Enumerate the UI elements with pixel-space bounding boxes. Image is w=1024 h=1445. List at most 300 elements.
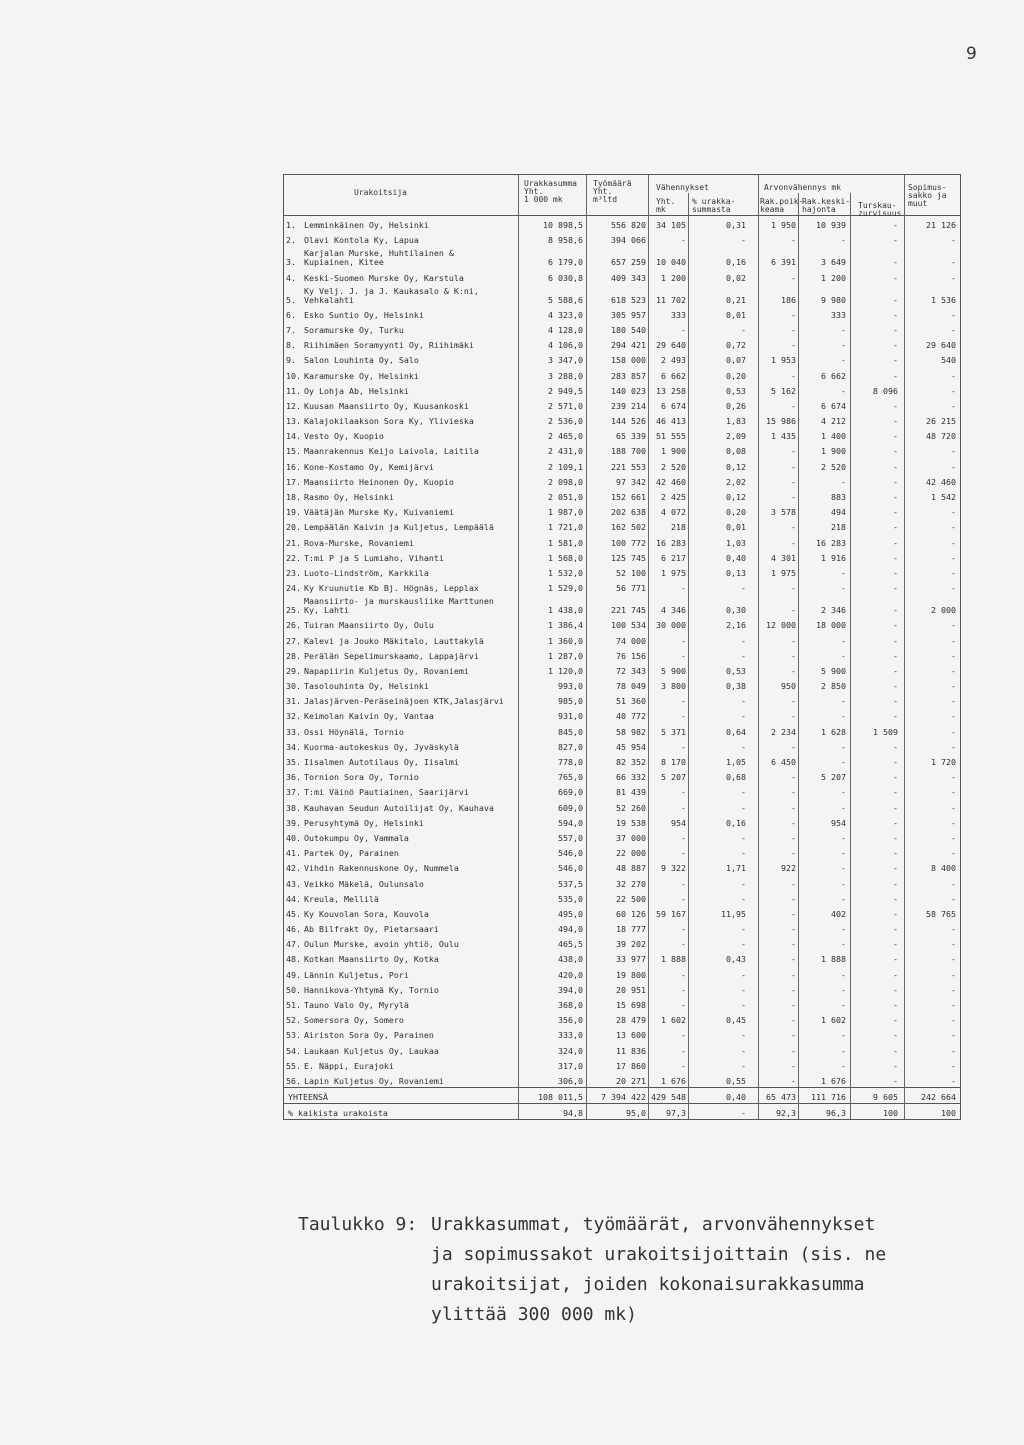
row-number: 8. xyxy=(286,340,296,351)
contractor-name: Esko Suntio Oy, Helsinki xyxy=(304,309,424,320)
cell-work: 152 661 xyxy=(611,492,646,502)
contractor-name: Kone-Kostamo Oy, Kemijärvi xyxy=(304,461,434,472)
header-reductions-total: Yht. mk xyxy=(656,197,676,214)
cell-sum: 765,0 xyxy=(558,772,583,783)
cell-dry: - xyxy=(893,817,898,828)
cell-work: 76 156 xyxy=(616,650,646,661)
cell-stddev: - xyxy=(841,787,846,798)
contractor-name: Maanrakennus Keijo Laivola, Laitila xyxy=(304,446,479,457)
cell-penalty: - xyxy=(951,385,956,396)
cell-penalty: - xyxy=(951,552,956,563)
table-row xyxy=(284,647,960,662)
cell-penalty: 48 720 xyxy=(926,431,956,442)
header-work: Työmäärä Yht. m³ltd xyxy=(593,179,632,204)
cell-work: 100 534 xyxy=(611,620,646,631)
header-reductions-pct: % urakka- summasta xyxy=(692,197,736,214)
row-number: 29. xyxy=(286,665,301,676)
cell-sum: 3 288,0 xyxy=(548,370,583,381)
cell-penalty: - xyxy=(951,1015,956,1026)
cell-dry: - xyxy=(893,939,898,950)
cell-deviation: 2 234 xyxy=(771,726,796,737)
cell-pct: - xyxy=(741,583,746,594)
table-row xyxy=(284,1057,960,1072)
cell-stddev: - xyxy=(841,385,846,396)
contractor-name: E. Näppi, Eurajoki xyxy=(304,1060,394,1071)
cell-pct: 0,55 xyxy=(726,1075,746,1086)
cell-pct: - xyxy=(741,1045,746,1056)
table-row xyxy=(284,564,960,579)
table-row xyxy=(284,336,960,351)
cell-sum: 546,0 xyxy=(558,863,583,874)
cell-stddev: 6 674 xyxy=(821,400,846,411)
cell-deviation: - xyxy=(791,522,796,533)
cell-reductions: 6 217 xyxy=(661,552,686,563)
cell-deviation: - xyxy=(791,235,796,246)
cell-stddev: 2 346 xyxy=(821,605,846,616)
cell-stddev: 1 200 xyxy=(821,272,846,283)
contractor-name: Vihdin Rakennuskone Oy, Nummela xyxy=(304,863,459,874)
cell-work: 33 977 xyxy=(616,954,646,965)
cell-pct: 1,05 xyxy=(726,757,746,767)
cell-pct: 0,01 xyxy=(726,309,746,320)
cell-dry: - xyxy=(893,969,898,980)
cell-reductions: 16 283 xyxy=(656,537,686,548)
cell-stddev: - xyxy=(841,650,846,661)
cell-sum: 2 465,0 xyxy=(548,431,583,442)
cell-sum: 1 987,0 xyxy=(548,507,583,518)
row-number: 15. xyxy=(286,446,301,457)
contractor-name: Laukaan Kuljetus Oy, Laukaa xyxy=(304,1045,439,1056)
cell-pct: - xyxy=(741,802,746,813)
cell-work: 78 049 xyxy=(616,681,646,692)
cell-deviation: - xyxy=(791,272,796,283)
cell-dry: - xyxy=(893,1030,898,1041)
cell-work: 20 271 xyxy=(616,1075,646,1086)
cell-work: 28 479 xyxy=(616,1015,646,1026)
cell-penalty: - xyxy=(951,537,956,548)
cell-dry: - xyxy=(893,878,898,889)
cell-stddev: 1 900 xyxy=(821,446,846,457)
cell-reductions: 46 413 xyxy=(656,416,686,427)
table-row xyxy=(284,594,960,616)
contractor-name: Airiston Sora Oy, Parainen xyxy=(304,1030,434,1041)
cell-stddev: 96,3 xyxy=(826,1108,846,1119)
cell-sum: 669,0 xyxy=(558,787,583,798)
cell-sum: 2 571,0 xyxy=(548,400,583,411)
row-number: 21. xyxy=(286,537,301,548)
contractor-name: Kreula, Mellilä xyxy=(304,893,379,904)
cell-stddev: 111 716 xyxy=(811,1092,846,1103)
contractor-name: Kalajokilaakson Sora Ky, Ylivieska xyxy=(304,416,474,427)
cell-deviation: 4 301 xyxy=(771,552,796,563)
cell-pct: 0,72 xyxy=(726,340,746,351)
cell-reductions: - xyxy=(681,969,686,980)
cell-stddev: 333 xyxy=(831,309,846,320)
row-number: 39. xyxy=(286,817,301,828)
cell-reductions: 30 000 xyxy=(656,620,686,631)
cell-pct: - xyxy=(741,1060,746,1071)
cell-stddev: - xyxy=(841,340,846,351)
row-number: 54. xyxy=(286,1045,301,1056)
caption-text: Urakkasummat, työmäärät, arvonvähennykset ja sopimussakot urakoitsijoittain (sis. ne urakoitsijat, joiden kokonaisurakkasumma ylittää 300 000 mk) xyxy=(431,1214,887,1325)
row-number: 49. xyxy=(286,969,301,980)
table-row xyxy=(284,284,960,306)
cell-reductions: - xyxy=(681,711,686,722)
cell-work: 39 202 xyxy=(616,939,646,950)
row-number: 10. xyxy=(286,370,301,381)
row-number: 31. xyxy=(286,696,301,707)
cell-stddev: 1 888 xyxy=(821,954,846,965)
contractor-name: YHTEENSÄ xyxy=(288,1092,328,1103)
row-number: 30. xyxy=(286,681,301,692)
contractor-name: Oulun Murske, avoin yhtiö, Oulu xyxy=(304,939,459,950)
cell-work: 58 982 xyxy=(616,726,646,737)
contractor-name: Lemminkäinen Oy, Helsinki xyxy=(304,220,429,231)
row-number: 32. xyxy=(286,711,301,722)
cell-work: 48 887 xyxy=(616,863,646,874)
contractor-name: Väätäjän Murske Ky, Kuivaniemi xyxy=(304,507,454,518)
cell-sum: 1 568,0 xyxy=(548,552,583,563)
cell-stddev: 5 900 xyxy=(821,665,846,676)
row-number: 6. xyxy=(286,309,296,320)
cell-dry: - xyxy=(893,492,898,502)
cell-reductions: 218 xyxy=(671,522,686,533)
cell-penalty: 1 536 xyxy=(931,294,956,305)
cell-deviation: - xyxy=(791,924,796,935)
cell-deviation: - xyxy=(791,817,796,828)
row-number: 18. xyxy=(286,492,301,502)
cell-deviation: - xyxy=(791,772,796,783)
cell-reductions: - xyxy=(681,650,686,661)
table-row xyxy=(284,844,960,859)
contractor-name: Ab Bilfrakt Oy, Pietarsaari xyxy=(304,924,439,935)
header-reductions: Vähennykset xyxy=(656,183,709,192)
table-row xyxy=(284,473,960,488)
table-row xyxy=(284,768,960,783)
row-number: 40. xyxy=(286,832,301,843)
table-row xyxy=(284,216,960,231)
cell-sum: 1 360,0 xyxy=(548,635,583,646)
cell-pct: 2,02 xyxy=(726,476,746,487)
cell-deviation: - xyxy=(791,309,796,320)
row-number: 47. xyxy=(286,939,301,950)
cell-stddev: - xyxy=(841,741,846,752)
contractor-name: % kaikista urakoista xyxy=(288,1108,388,1119)
cell-deviation: 5 162 xyxy=(771,385,796,396)
cell-penalty: - xyxy=(951,635,956,646)
cell-penalty: - xyxy=(951,817,956,828)
cell-dry: - xyxy=(893,370,898,381)
cell-penalty: - xyxy=(951,522,956,533)
cell-pct: - xyxy=(741,711,746,722)
cell-reductions: - xyxy=(681,1030,686,1041)
row-number: 14. xyxy=(286,431,301,442)
cell-sum: 557,0 xyxy=(558,832,583,843)
cell-pct: - xyxy=(741,1030,746,1041)
cell-reductions: 1 888 xyxy=(661,954,686,965)
header-value-reduction: Arvonvähennys mk xyxy=(764,183,842,192)
cell-pct: 0,30 xyxy=(726,605,746,616)
cell-sum: 2 098,0 xyxy=(548,476,583,487)
contractor-name: Jalasjärven-Peräseinäjoen KTK,Jalasjärvi xyxy=(304,696,504,707)
cell-stddev: 883 xyxy=(831,492,846,502)
cell-penalty: - xyxy=(951,257,956,268)
cell-work: 283 857 xyxy=(611,370,646,381)
cell-dry: - xyxy=(893,924,898,935)
cell-stddev: 402 xyxy=(831,908,846,919)
table-row xyxy=(284,753,960,768)
cell-deviation: 3 578 xyxy=(771,507,796,518)
cell-work: 394 066 xyxy=(611,235,646,246)
cell-work: 18 777 xyxy=(616,924,646,935)
cell-penalty: - xyxy=(951,878,956,889)
table-row xyxy=(284,890,960,905)
cell-sum: 1 287,0 xyxy=(548,650,583,661)
cell-dry: - xyxy=(893,1060,898,1071)
cell-sum: 438,0 xyxy=(558,954,583,965)
cell-deviation: - xyxy=(791,583,796,594)
cell-stddev: - xyxy=(841,1045,846,1056)
cell-reductions: 9 322 xyxy=(661,863,686,874)
cell-pct: - xyxy=(741,635,746,646)
cell-deviation: - xyxy=(791,969,796,980)
cell-deviation: - xyxy=(791,832,796,843)
cell-sum: 10 898,5 xyxy=(543,220,583,231)
cell-dry: 9 605 xyxy=(873,1092,898,1103)
cell-pct: 0,64 xyxy=(726,726,746,737)
cell-deviation: 1 953 xyxy=(771,355,796,366)
cell-deviation: 1 975 xyxy=(771,567,796,578)
cell-dry: - xyxy=(893,1075,898,1086)
cell-sum: 324,0 xyxy=(558,1045,583,1056)
table-header xyxy=(284,175,960,216)
cell-pct: 11,95 xyxy=(721,908,746,919)
cell-penalty: - xyxy=(951,969,956,980)
cell-reductions: 11 702 xyxy=(656,294,686,305)
row-number: 1. xyxy=(286,220,296,231)
cell-dry: - xyxy=(893,848,898,859)
cell-pct: 0,13 xyxy=(726,567,746,578)
cell-sum: 594,0 xyxy=(558,817,583,828)
cell-pct: 0,12 xyxy=(726,461,746,472)
cell-dry: - xyxy=(893,984,898,995)
cell-stddev: 494 xyxy=(831,507,846,518)
contractor-name: Partek Oy, Parainen xyxy=(304,848,399,859)
cell-dry: - xyxy=(893,324,898,335)
contractor-name: Lapin Kuljetus Oy, Rovaniemi xyxy=(304,1075,444,1086)
table-row xyxy=(284,677,960,692)
cell-sum: 333,0 xyxy=(558,1030,583,1041)
cell-deviation: - xyxy=(791,324,796,335)
cell-dry: - xyxy=(893,583,898,594)
row-number: 12. xyxy=(286,400,301,411)
cell-reductions: 29 640 xyxy=(656,340,686,351)
cell-sum: 2 536,0 xyxy=(548,416,583,427)
row-number: 9. xyxy=(286,355,296,366)
cell-penalty: - xyxy=(951,848,956,859)
table-row xyxy=(284,503,960,518)
table-row xyxy=(284,935,960,950)
cell-deviation: 15 986 xyxy=(766,416,796,427)
cell-work: 239 214 xyxy=(611,400,646,411)
cell-penalty: - xyxy=(951,272,956,283)
contractor-name: T:mi Väinö Pautiainen, Saarijärvi xyxy=(304,787,469,798)
cell-reductions: - xyxy=(681,832,686,843)
cell-stddev: 1 602 xyxy=(821,1015,846,1026)
cell-reductions: 333 xyxy=(671,309,686,320)
cell-reductions: 2 520 xyxy=(661,461,686,472)
cell-sum: 827,0 xyxy=(558,741,583,752)
cell-deviation: - xyxy=(791,893,796,904)
cell-deviation: - xyxy=(791,1075,796,1086)
cell-work: 37 000 xyxy=(616,832,646,843)
cell-stddev: - xyxy=(841,757,846,767)
row-number: 41. xyxy=(286,848,301,859)
cell-reductions: 1 676 xyxy=(661,1075,686,1086)
cell-dry: - xyxy=(893,908,898,919)
cell-sum: 4 128,0 xyxy=(548,324,583,335)
cell-stddev: - xyxy=(841,863,846,874)
cell-dry: 8 096 xyxy=(873,385,898,396)
contractor-name: Napapiirin Kuljetus Oy, Rovaniemi xyxy=(304,665,469,676)
cell-sum: 108 011,5 xyxy=(538,1092,583,1103)
cell-work: 20 951 xyxy=(616,984,646,995)
cell-dry: - xyxy=(893,522,898,533)
contractor-name: Karamurske Oy, Helsinki xyxy=(304,370,419,381)
cell-deviation: - xyxy=(791,476,796,487)
contractor-name: Lännin Kuljetus, Pori xyxy=(304,969,409,980)
table-row xyxy=(284,981,960,996)
cell-work: 125 745 xyxy=(611,552,646,563)
table-row xyxy=(284,1011,960,1026)
table-row xyxy=(284,783,960,798)
cell-reductions: - xyxy=(681,1060,686,1071)
table-row xyxy=(284,397,960,412)
cell-reductions: 3 800 xyxy=(661,681,686,692)
cell-dry: - xyxy=(893,605,898,616)
cell-work: 52 260 xyxy=(616,802,646,813)
cell-sum: 1 120,0 xyxy=(548,665,583,676)
cell-stddev: - xyxy=(841,878,846,889)
cell-reductions: - xyxy=(681,984,686,995)
cell-sum: 5 588,6 xyxy=(548,294,583,305)
cell-pct: 0,45 xyxy=(726,1015,746,1026)
cell-dry: - xyxy=(893,1015,898,1026)
cell-dry: - xyxy=(893,681,898,692)
cell-reductions: - xyxy=(681,924,686,935)
table-row xyxy=(284,351,960,366)
row-number: 25. xyxy=(286,605,301,616)
cell-dry: - xyxy=(893,446,898,457)
cell-reductions: 5 207 xyxy=(661,772,686,783)
table-row xyxy=(284,859,960,874)
table-row xyxy=(284,616,960,631)
cell-dry: - xyxy=(893,537,898,548)
cell-reductions: 59 167 xyxy=(656,908,686,919)
cell-stddev: - xyxy=(841,583,846,594)
contractor-name: Kuorma-autokeskus Oy, Jyväskylä xyxy=(304,741,459,752)
cell-reductions: 429 548 xyxy=(651,1092,686,1103)
table-row xyxy=(284,533,960,548)
table-row xyxy=(284,382,960,397)
row-number: 34. xyxy=(286,741,301,752)
cell-deviation: - xyxy=(791,802,796,813)
cell-reductions: 1 602 xyxy=(661,1015,686,1026)
contractor-name: Vesto Oy, Kuopio xyxy=(304,431,384,442)
cell-penalty: 8 400 xyxy=(931,863,956,874)
cell-reductions: - xyxy=(681,878,686,889)
cell-penalty: - xyxy=(951,711,956,722)
cell-work: 221 553 xyxy=(611,461,646,472)
cell-penalty: 42 460 xyxy=(926,476,956,487)
cell-sum: 394,0 xyxy=(558,984,583,995)
cell-reductions: - xyxy=(681,741,686,752)
cell-deviation: - xyxy=(791,848,796,859)
cell-penalty: - xyxy=(951,235,956,246)
cell-stddev: - xyxy=(841,832,846,843)
cell-dry: - xyxy=(893,416,898,427)
table-row xyxy=(284,549,960,564)
table-row xyxy=(284,814,960,829)
cell-pct: - xyxy=(741,650,746,661)
cell-penalty: 1 542 xyxy=(931,492,956,502)
contractor-name: Perälän Sepelimurskaamo, Lappajärvi xyxy=(304,650,479,661)
cell-deviation: - xyxy=(791,650,796,661)
contractor-name: Maansiirto Heinonen Oy, Kuopio xyxy=(304,476,454,487)
table-row xyxy=(284,427,960,442)
cell-deviation: - xyxy=(791,1015,796,1026)
cell-stddev: 16 283 xyxy=(816,537,846,548)
cell-sum: 1 386,4 xyxy=(548,620,583,631)
cell-deviation: - xyxy=(791,1000,796,1010)
cell-deviation: 1 950 xyxy=(771,220,796,231)
row-number: 53. xyxy=(286,1030,301,1041)
row-number: 13. xyxy=(286,416,301,427)
cell-stddev: - xyxy=(841,711,846,722)
cell-sum: 1 529,0 xyxy=(548,583,583,594)
contractor-name: Rova-Murske, Rovaniemi xyxy=(304,537,414,548)
cell-work: 305 957 xyxy=(611,309,646,320)
cell-dry: - xyxy=(893,235,898,246)
cell-pct: 0,08 xyxy=(726,446,746,457)
cell-reductions: - xyxy=(681,583,686,594)
cell-deviation: - xyxy=(791,696,796,707)
table-row xyxy=(284,518,960,533)
cell-work: 19 800 xyxy=(616,969,646,980)
cell-sum: 609,0 xyxy=(558,802,583,813)
cell-work: 81 439 xyxy=(616,787,646,798)
contractor-name: Ky Kruunutie Kb Bj. Högnäs, Lepplax xyxy=(304,583,479,594)
cell-penalty: - xyxy=(951,1030,956,1041)
cell-penalty: 100 xyxy=(941,1108,956,1119)
cell-penalty: - xyxy=(951,696,956,707)
cell-work: 82 352 xyxy=(616,757,646,767)
cell-sum: 2 109,1 xyxy=(548,461,583,472)
cell-sum: 845,0 xyxy=(558,726,583,737)
cell-reductions: 1 200 xyxy=(661,272,686,283)
cell-sum: 94,8 xyxy=(563,1108,583,1119)
row-number: 7. xyxy=(286,324,296,335)
header-value-dry: Turskau- zurvisuus xyxy=(858,201,902,218)
table-row xyxy=(284,488,960,503)
table-row xyxy=(284,231,960,246)
cell-sum: 2 051,0 xyxy=(548,492,583,502)
contractor-name: Maansiirto- ja murskausliike Marttunen Ky, Lahti xyxy=(304,596,494,616)
cell-deviation: 6 450 xyxy=(771,757,796,767)
cell-deviation: 65 473 xyxy=(766,1092,796,1103)
contractor-name: Iisalmen Autotilaus Oy, Iisalmi xyxy=(304,757,459,767)
cell-stddev: - xyxy=(841,235,846,246)
